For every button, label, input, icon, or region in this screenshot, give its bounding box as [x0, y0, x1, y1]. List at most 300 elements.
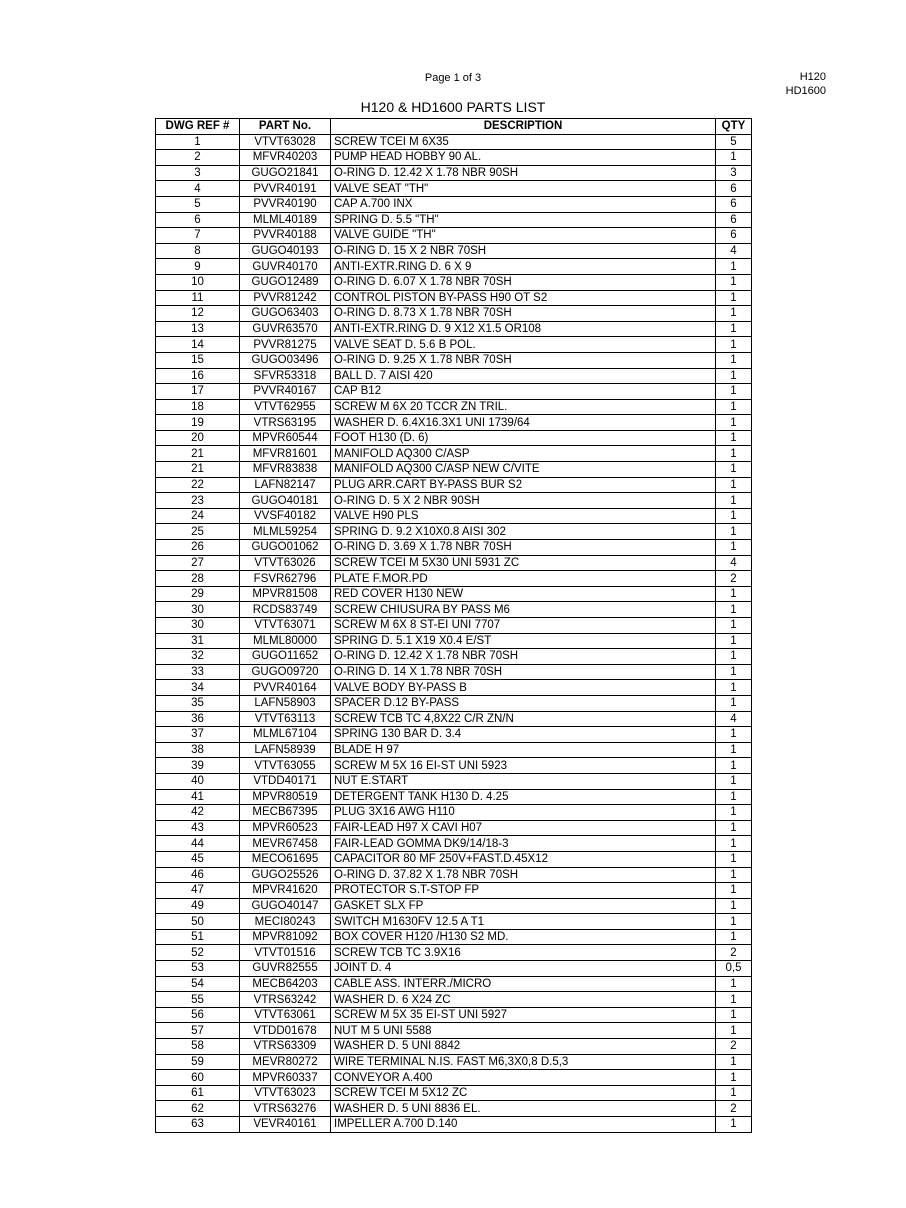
qty-cell: 1 [716, 758, 752, 774]
dwg-ref-cell: 12 [156, 306, 240, 322]
description-cell: WIRE TERMINAL N.IS. FAST M6,3X0,8 D.5,3 [331, 1054, 716, 1070]
description-cell: MANIFOLD AQ300 C/ASP [331, 446, 716, 462]
part-number-cell: GUGO21841 [240, 165, 331, 181]
qty-cell: 1 [716, 446, 752, 462]
part-number-cell: MLML59254 [240, 524, 331, 540]
description-cell: SCREW TCB TC 3.9X16 [331, 945, 716, 961]
qty-cell: 1 [716, 836, 752, 852]
description-cell: CABLE ASS. INTERR./MICRO [331, 976, 716, 992]
table-row [156, 898, 752, 914]
qty-cell: 1 [716, 368, 752, 384]
description-cell: O-RING D. 3.69 X 1.78 NBR 70SH [331, 540, 716, 556]
part-number-cell: LAFN58903 [240, 695, 331, 711]
qty-cell: 1 [716, 649, 752, 665]
description-cell: FAIR-LEAD GOMMA DK9/14/18-3 [331, 836, 716, 852]
dwg-ref-cell: 20 [156, 430, 240, 446]
part-number-cell: GUVR82555 [240, 961, 331, 977]
description-cell: O-RING D. 9.25 X 1.78 NBR 70SH [331, 352, 716, 368]
part-number-cell: VTDD01678 [240, 1023, 331, 1039]
qty-cell: 1 [716, 602, 752, 618]
qty-cell: 1 [716, 867, 752, 883]
qty-cell: 1 [716, 1023, 752, 1039]
part-number-cell: MPVR60337 [240, 1070, 331, 1086]
qty-cell: 1 [716, 150, 752, 166]
qty-cell: 1 [716, 290, 752, 306]
dwg-ref-cell: 41 [156, 789, 240, 805]
part-number-cell: MFVR40203 [240, 150, 331, 166]
table-row [156, 165, 752, 181]
part-number-cell: GUGO40147 [240, 898, 331, 914]
part-number-cell: VTRS63309 [240, 1039, 331, 1055]
table-row [156, 773, 752, 789]
description-cell: GASKET SLX FP [331, 898, 716, 914]
table-row [156, 555, 752, 571]
description-cell: SWITCH M1630FV 12.5 A T1 [331, 914, 716, 930]
table-row [156, 274, 752, 290]
qty-cell: 1 [716, 337, 752, 353]
dwg-ref-cell: 33 [156, 664, 240, 680]
table-row [156, 540, 752, 556]
part-number-cell: VTRS63195 [240, 415, 331, 431]
description-cell: SCREW M 5X 16 EI-ST UNI 5923 [331, 758, 716, 774]
part-number-cell: GUVR40170 [240, 259, 331, 275]
qty-cell: 1 [716, 695, 752, 711]
description-cell: NUT E.START [331, 773, 716, 789]
qty-cell: 1 [716, 1117, 752, 1133]
part-number-cell: PVVR40167 [240, 384, 331, 400]
dwg-ref-cell: 62 [156, 1101, 240, 1117]
dwg-ref-cell: 42 [156, 805, 240, 821]
part-number-cell: GUGO12489 [240, 274, 331, 290]
description-cell: PUMP HEAD HOBBY 90 AL. [331, 150, 716, 166]
dwg-ref-cell: 8 [156, 243, 240, 259]
dwg-ref-cell: 40 [156, 773, 240, 789]
part-number-cell: VTVT01516 [240, 945, 331, 961]
part-number-cell: MEVR80272 [240, 1054, 331, 1070]
dwg-ref-cell: 34 [156, 680, 240, 696]
description-cell: JOINT D. 4 [331, 961, 716, 977]
dwg-ref-cell: 19 [156, 415, 240, 431]
description-cell: O-RING D. 5 X 2 NBR 90SH [331, 493, 716, 509]
part-number-cell: VTVT63113 [240, 711, 331, 727]
dwg-ref-cell: 60 [156, 1070, 240, 1086]
part-number-cell: MPVR41620 [240, 883, 331, 899]
table-row [156, 259, 752, 275]
dwg-ref-cell: 50 [156, 914, 240, 930]
qty-cell: 1 [716, 477, 752, 493]
part-number-cell: MECI80243 [240, 914, 331, 930]
table-header-row [156, 119, 752, 135]
dwg-ref-cell: 25 [156, 524, 240, 540]
description-cell: CAP A.700 INX [331, 196, 716, 212]
qty-cell: 1 [716, 773, 752, 789]
part-number-cell: FSVR62796 [240, 571, 331, 587]
description-cell: VALVE H90 PLS [331, 508, 716, 524]
description-cell: WASHER D. 5 UNI 8842 [331, 1039, 716, 1055]
part-number-cell: MECB67395 [240, 805, 331, 821]
dwg-ref-cell: 14 [156, 337, 240, 353]
dwg-ref-cell: 27 [156, 555, 240, 571]
description-cell: SPRING D. 5.1 X19 X0.4 E/ST [331, 633, 716, 649]
part-number-cell: PVVR81242 [240, 290, 331, 306]
qty-cell: 1 [716, 306, 752, 322]
qty-cell: 1 [716, 898, 752, 914]
dwg-ref-cell: 30 [156, 602, 240, 618]
part-number-cell: PVVR40164 [240, 680, 331, 696]
qty-cell: 1 [716, 1085, 752, 1101]
part-number-cell: GUGO25526 [240, 867, 331, 883]
description-cell: SCREW CHIUSURA BY PASS M6 [331, 602, 716, 618]
description-cell: SCREW TCEI M 5X12 ZC [331, 1085, 716, 1101]
dwg-ref-cell: 45 [156, 851, 240, 867]
page-number: Page 1 of 3 [424, 72, 482, 84]
dwg-ref-cell: 13 [156, 321, 240, 337]
part-number-cell: PVVR81275 [240, 337, 331, 353]
part-number-cell: GUGO11652 [240, 649, 331, 665]
description-cell: VALVE SEAT D. 5.6 B POL. [331, 337, 716, 353]
description-cell: RED COVER H130 NEW [331, 586, 716, 602]
part-number-cell: MPVR80519 [240, 789, 331, 805]
description-cell: WASHER D. 5 UNI 8836 EL. [331, 1101, 716, 1117]
column-header-description: DESCRIPTION [331, 119, 716, 135]
part-number-cell: VTRS63242 [240, 992, 331, 1008]
part-number-cell: GUGO03496 [240, 352, 331, 368]
table-row [156, 571, 752, 587]
dwg-ref-cell: 21 [156, 462, 240, 478]
qty-cell: 6 [716, 196, 752, 212]
table-row [156, 820, 752, 836]
description-cell: BALL D. 7 AISI 420 [331, 368, 716, 384]
part-number-cell: MEVR67458 [240, 836, 331, 852]
part-number-cell: GUGO63403 [240, 306, 331, 322]
qty-cell: 1 [716, 415, 752, 431]
table-row [156, 851, 752, 867]
dwg-ref-cell: 31 [156, 633, 240, 649]
qty-cell: 2 [716, 945, 752, 961]
qty-cell: 1 [716, 1054, 752, 1070]
part-number-cell: MLML80000 [240, 633, 331, 649]
model-code: H120 [799, 71, 826, 83]
description-cell: CAPACITOR 80 MF 250V+FAST.D.45X12 [331, 851, 716, 867]
table-row [156, 477, 752, 493]
table-row [156, 196, 752, 212]
table-row [156, 524, 752, 540]
qty-cell: 5 [716, 134, 752, 150]
qty-cell: 1 [716, 633, 752, 649]
table-row [156, 1039, 752, 1055]
qty-cell: 1 [716, 929, 752, 945]
table-row [156, 243, 752, 259]
qty-cell: 2 [716, 1101, 752, 1117]
qty-cell: 3 [716, 165, 752, 181]
dwg-ref-cell: 26 [156, 540, 240, 556]
qty-cell: 1 [716, 680, 752, 696]
dwg-ref-cell: 38 [156, 742, 240, 758]
qty-cell: 1 [716, 742, 752, 758]
part-number-cell: VTVT63055 [240, 758, 331, 774]
description-cell: O-RING D. 6.07 X 1.78 NBR 70SH [331, 274, 716, 290]
table-row [156, 883, 752, 899]
dwg-ref-cell: 43 [156, 820, 240, 836]
description-cell: O-RING D. 8.73 X 1.78 NBR 70SH [331, 306, 716, 322]
dwg-ref-cell: 21 [156, 446, 240, 462]
dwg-ref-cell: 2 [156, 150, 240, 166]
qty-cell: 1 [716, 586, 752, 602]
table-row [156, 976, 752, 992]
table-row [156, 929, 752, 945]
parts-table-body [156, 134, 752, 1132]
description-cell: CAP B12 [331, 384, 716, 400]
qty-cell: 1 [716, 851, 752, 867]
dwg-ref-cell: 39 [156, 758, 240, 774]
table-row [156, 384, 752, 400]
dwg-ref-cell: 7 [156, 228, 240, 244]
qty-cell: 2 [716, 1039, 752, 1055]
table-row [156, 415, 752, 431]
part-number-cell: VTVT62955 [240, 399, 331, 415]
table-row [156, 680, 752, 696]
part-number-cell: VTVT63028 [240, 134, 331, 150]
dwg-ref-cell: 32 [156, 649, 240, 665]
dwg-ref-cell: 6 [156, 212, 240, 228]
description-cell: PLUG 3X16 AWG H110 [331, 805, 716, 821]
table-row [156, 695, 752, 711]
qty-cell: 1 [716, 430, 752, 446]
qty-cell: 4 [716, 243, 752, 259]
qty-cell: 1 [716, 274, 752, 290]
description-cell: SCREW TCEI M 6X35 [331, 134, 716, 150]
model-codes [760, 70, 826, 98]
dwg-ref-cell: 35 [156, 695, 240, 711]
description-cell: SPRING D. 9.2 X10X0.8 AISI 302 [331, 524, 716, 540]
description-cell: CONVEYOR A.400 [331, 1070, 716, 1086]
qty-cell: 4 [716, 711, 752, 727]
description-cell: PLATE F.MOR.PD [331, 571, 716, 587]
part-number-cell: LAFN58939 [240, 742, 331, 758]
qty-cell: 1 [716, 524, 752, 540]
dwg-ref-cell: 29 [156, 586, 240, 602]
dwg-ref-cell: 28 [156, 571, 240, 587]
table-row [156, 306, 752, 322]
description-cell: O-RING D. 12.42 X 1.78 NBR 70SH [331, 649, 716, 665]
qty-cell: 1 [716, 1070, 752, 1086]
table-row [156, 508, 752, 524]
description-cell: DETERGENT TANK H130 D. 4.25 [331, 789, 716, 805]
qty-cell: 1 [716, 789, 752, 805]
table-row [156, 602, 752, 618]
part-number-cell: GUGO40181 [240, 493, 331, 509]
part-number-cell: GUVR63570 [240, 321, 331, 337]
dwg-ref-cell: 58 [156, 1039, 240, 1055]
description-cell: BLADE H 97 [331, 742, 716, 758]
part-number-cell: PVVR40191 [240, 181, 331, 197]
table-row [156, 462, 752, 478]
qty-cell: 1 [716, 540, 752, 556]
part-number-cell: VTVT63071 [240, 618, 331, 634]
document-title: H120 & HD1600 PARTS LIST [360, 99, 546, 115]
qty-cell: 4 [716, 555, 752, 571]
dwg-ref-cell: 10 [156, 274, 240, 290]
table-row [156, 228, 752, 244]
dwg-ref-cell: 4 [156, 181, 240, 197]
table-row [156, 399, 752, 415]
dwg-ref-cell: 23 [156, 493, 240, 509]
description-cell: VALVE SEAT "TH" [331, 181, 716, 197]
table-row [156, 290, 752, 306]
table-row [156, 1070, 752, 1086]
part-number-cell: GUGO40193 [240, 243, 331, 259]
part-number-cell: LAFN82147 [240, 477, 331, 493]
part-number-cell: MPVR60523 [240, 820, 331, 836]
dwg-ref-cell: 36 [156, 711, 240, 727]
table-row [156, 430, 752, 446]
table-row [156, 1023, 752, 1039]
qty-cell: 1 [716, 399, 752, 415]
part-number-cell: GUGO01062 [240, 540, 331, 556]
parts-table [155, 118, 752, 1133]
part-number-cell: VTDD40171 [240, 773, 331, 789]
table-row [156, 1007, 752, 1023]
description-cell: FOOT H130 (D. 6) [331, 430, 716, 446]
description-cell: O-RING D. 37.82 X 1.78 NBR 70SH [331, 867, 716, 883]
table-row [156, 337, 752, 353]
dwg-ref-cell: 52 [156, 945, 240, 961]
table-row [156, 212, 752, 228]
table-row [156, 649, 752, 665]
part-number-cell: MECB64203 [240, 976, 331, 992]
description-cell: SPRING 130 BAR D. 3.4 [331, 727, 716, 743]
column-header-qty: QTY [716, 119, 752, 135]
qty-cell: 1 [716, 462, 752, 478]
description-cell: NUT M 5 UNI 5588 [331, 1023, 716, 1039]
description-cell: ANTI-EXTR.RING D. 9 X12 X1.5 OR108 [331, 321, 716, 337]
dwg-ref-cell: 53 [156, 961, 240, 977]
table-row [156, 1085, 752, 1101]
table-row [156, 742, 752, 758]
table-row [156, 321, 752, 337]
table-row [156, 711, 752, 727]
part-number-cell: VVSF40182 [240, 508, 331, 524]
part-number-cell: PVVR40190 [240, 196, 331, 212]
part-number-cell: VTVT63026 [240, 555, 331, 571]
qty-cell: 6 [716, 181, 752, 197]
description-cell: O-RING D. 15 X 2 NBR 70SH [331, 243, 716, 259]
part-number-cell: MLML40189 [240, 212, 331, 228]
table-row [156, 150, 752, 166]
part-number-cell: PVVR40188 [240, 228, 331, 244]
part-number-cell: MPVR81092 [240, 929, 331, 945]
qty-cell: 1 [716, 259, 752, 275]
dwg-ref-cell: 44 [156, 836, 240, 852]
part-number-cell: VTRS63276 [240, 1101, 331, 1117]
qty-cell: 1 [716, 914, 752, 930]
dwg-ref-cell: 30 [156, 618, 240, 634]
dwg-ref-cell: 55 [156, 992, 240, 1008]
table-row [156, 586, 752, 602]
description-cell: BOX COVER H120 /H130 S2 MD. [331, 929, 716, 945]
model-code: HD1600 [785, 85, 826, 97]
table-row [156, 352, 752, 368]
column-header-dwg-ref: DWG REF # [156, 119, 240, 135]
table-row [156, 1117, 752, 1133]
qty-cell: 1 [716, 508, 752, 524]
dwg-ref-cell: 22 [156, 477, 240, 493]
description-cell: SPRING D. 5.5 "TH" [331, 212, 716, 228]
description-cell: WASHER D. 6 X24 ZC [331, 992, 716, 1008]
table-row [156, 727, 752, 743]
table-row [156, 1054, 752, 1070]
dwg-ref-cell: 37 [156, 727, 240, 743]
qty-cell: 1 [716, 384, 752, 400]
description-cell: PROTECTOR S.T-STOP FP [331, 883, 716, 899]
qty-cell: 2 [716, 571, 752, 587]
dwg-ref-cell: 9 [156, 259, 240, 275]
table-row [156, 805, 752, 821]
dwg-ref-cell: 59 [156, 1054, 240, 1070]
dwg-ref-cell: 61 [156, 1085, 240, 1101]
part-number-cell: MLML67104 [240, 727, 331, 743]
qty-cell: 1 [716, 820, 752, 836]
table-row [156, 664, 752, 680]
dwg-ref-cell: 49 [156, 898, 240, 914]
dwg-ref-cell: 54 [156, 976, 240, 992]
qty-cell: 6 [716, 212, 752, 228]
description-cell: SCREW TCB TC 4,8X22 C/R ZN/N [331, 711, 716, 727]
qty-cell: 1 [716, 992, 752, 1008]
table-row [156, 493, 752, 509]
description-cell: VALVE GUIDE "TH" [331, 228, 716, 244]
description-cell: O-RING D. 14 X 1.78 NBR 70SH [331, 664, 716, 680]
dwg-ref-cell: 56 [156, 1007, 240, 1023]
qty-cell: 1 [716, 1007, 752, 1023]
part-number-cell: MPVR60544 [240, 430, 331, 446]
qty-cell: 1 [716, 664, 752, 680]
dwg-ref-cell: 15 [156, 352, 240, 368]
description-cell: SCREW TCEI M 5X30 UNI 5931 ZC [331, 555, 716, 571]
table-row [156, 914, 752, 930]
part-number-cell: GUGO09720 [240, 664, 331, 680]
description-cell: VALVE BODY BY-PASS B [331, 680, 716, 696]
table-row [156, 181, 752, 197]
qty-cell: 1 [716, 352, 752, 368]
dwg-ref-cell: 24 [156, 508, 240, 524]
part-number-cell: MECO61695 [240, 851, 331, 867]
table-row [156, 368, 752, 384]
description-cell: IMPELLER A.700 D.140 [331, 1117, 716, 1133]
qty-cell: 0,5 [716, 961, 752, 977]
description-cell: SCREW M 5X 35 EI-ST UNI 5927 [331, 1007, 716, 1023]
table-row [156, 961, 752, 977]
description-cell: CONTROL PISTON BY-PASS H90 OT S2 [331, 290, 716, 306]
description-cell: ANTI-EXTR.RING D. 6 X 9 [331, 259, 716, 275]
dwg-ref-cell: 57 [156, 1023, 240, 1039]
qty-cell: 1 [716, 321, 752, 337]
column-header-part-no: PART No. [240, 119, 331, 135]
table-row [156, 446, 752, 462]
table-row [156, 992, 752, 1008]
qty-cell: 6 [716, 228, 752, 244]
dwg-ref-cell: 11 [156, 290, 240, 306]
description-cell: SCREW M 6X 8 ST-EI UNI 7707 [331, 618, 716, 634]
table-row [156, 789, 752, 805]
description-cell: PLUG ARR.CART BY-PASS BUR S2 [331, 477, 716, 493]
qty-cell: 1 [716, 805, 752, 821]
dwg-ref-cell: 3 [156, 165, 240, 181]
dwg-ref-cell: 47 [156, 883, 240, 899]
table-row [156, 836, 752, 852]
part-number-cell: VTVT63023 [240, 1085, 331, 1101]
dwg-ref-cell: 18 [156, 399, 240, 415]
